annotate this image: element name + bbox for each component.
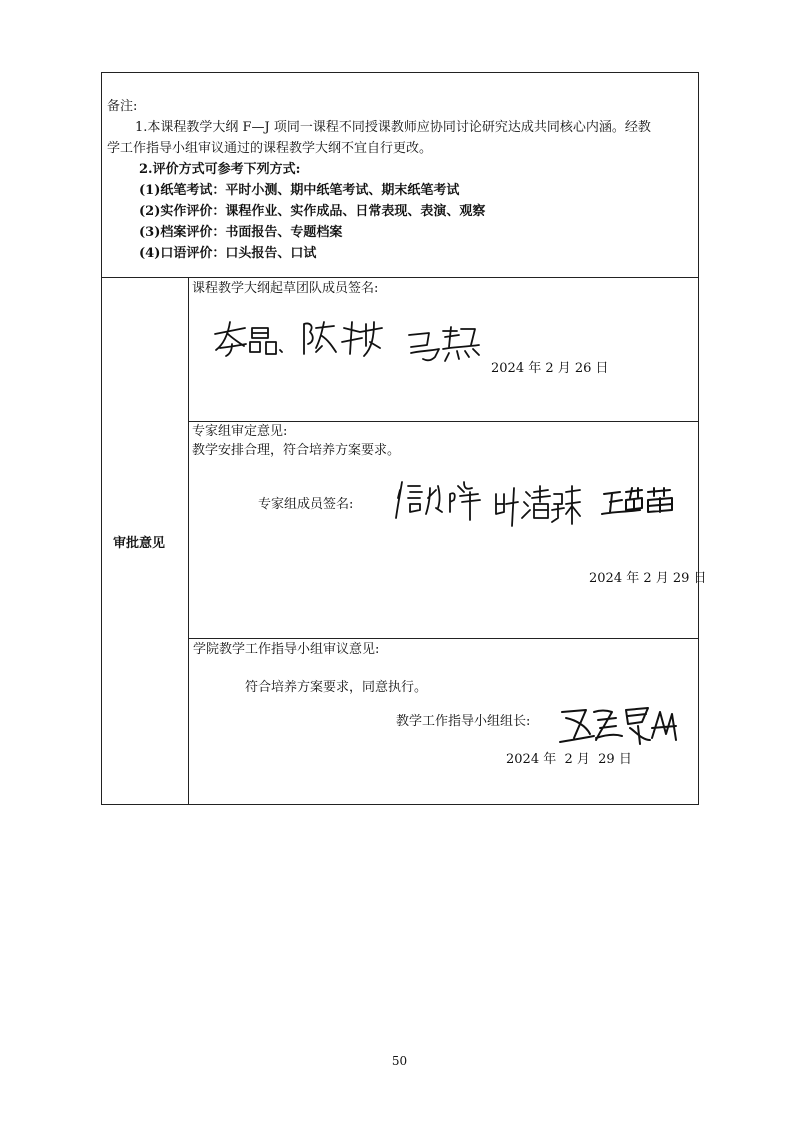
page-number: 50: [391, 1054, 408, 1068]
expert-opinion: 教学安排合理，符合培养方案要求。: [192, 443, 401, 458]
leader-label: 教学工作指导小组组长:: [396, 714, 531, 729]
drafting-label: 课程教学大纲起草团队成员签名:: [192, 281, 379, 296]
expert-signature-label: 专家组成员签名:: [258, 497, 354, 512]
expert-signature-1: [392, 478, 487, 524]
row-divider-expert: [188, 638, 699, 639]
drafting-signature-1: [210, 320, 290, 360]
evaluation-method: (4)口语评价：口头报告、口试: [139, 246, 317, 261]
row-divider-remarks: [101, 277, 699, 278]
drafting-signature-2: [300, 318, 385, 360]
approval-label: 审批意见: [113, 536, 166, 551]
remarks-heading: 备注:: [107, 99, 138, 114]
remarks-section: [107, 96, 695, 264]
college-opinion: 符合培养方案要求，同意执行。: [245, 680, 428, 695]
expert-signature-3: [600, 486, 680, 522]
evaluation-method: (2)实作评价：课程作业、实作成品、日常表现、表演、观察: [139, 204, 486, 219]
evaluation-method: (3)档案评价：书面报告、专题档案: [139, 225, 343, 240]
college-label: 学院教学工作指导小组审议意见:: [193, 642, 380, 657]
drafting-signature-3: [405, 325, 483, 365]
remarks-item1-line2: 学工作指导小组审议通过的课程教学大纲不宜自行更改。: [107, 141, 433, 156]
expert-label: 专家组审定意见:: [192, 424, 288, 439]
remarks-item2: 2.评价方式可参考下列方式:: [139, 162, 301, 177]
evaluation-method: (1)纸笔考试：平时小测、期中纸笔考试、期末纸笔考试: [139, 183, 460, 198]
drafting-date: 2024 年 2 月 26 日: [491, 361, 609, 376]
leader-signature: [556, 704, 681, 748]
remarks-item1-line1: 1.本课程教学大纲 F—J 项同一课程不同授课教师应协同讨论研究达成共同核心内涵。经教: [135, 120, 651, 135]
expert-signature-2: [492, 484, 584, 530]
column-divider: [188, 277, 189, 805]
expert-date: 2024 年 2 月 29 日: [589, 571, 707, 586]
row-divider-drafting: [188, 421, 699, 422]
college-date: 2024 年 2 月 29 日: [506, 752, 632, 767]
